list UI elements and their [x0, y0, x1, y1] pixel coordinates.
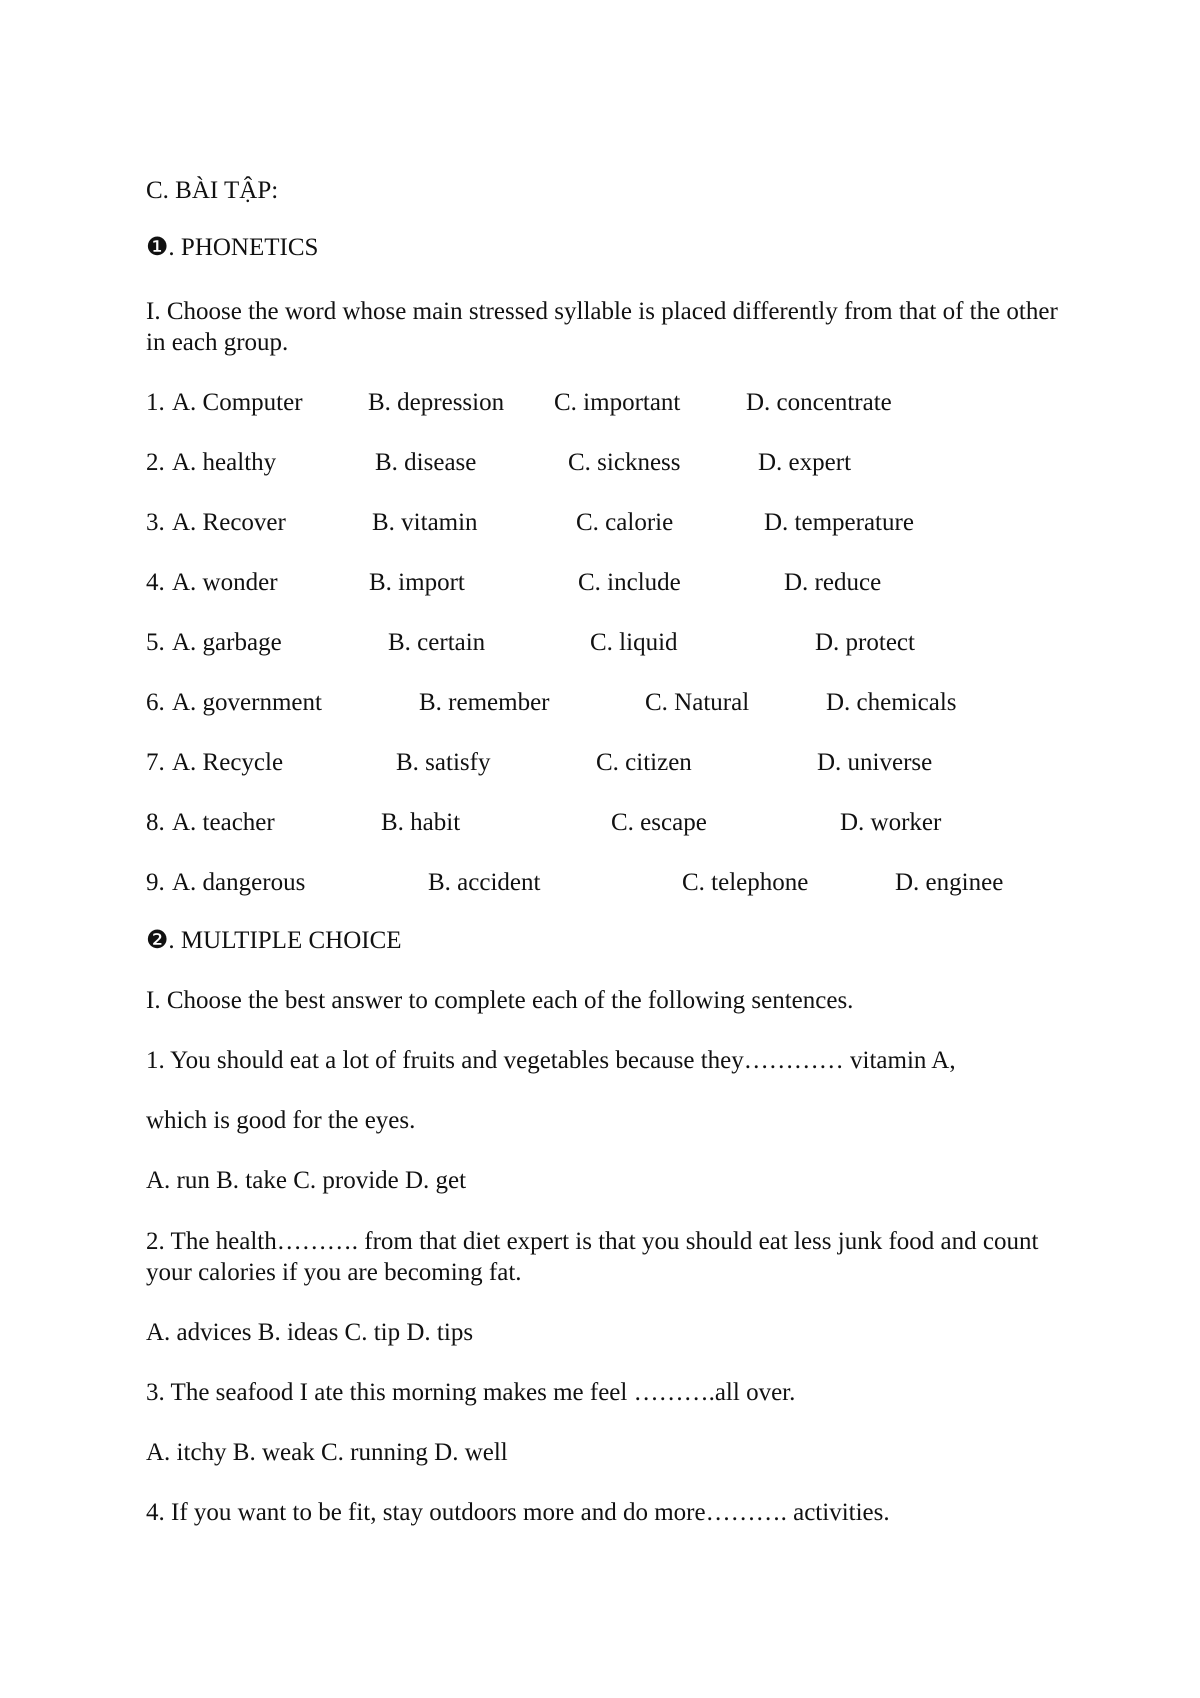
- mc-question-1-line-2: which is good for the eyes.: [146, 1107, 416, 1134]
- number-one-bullet-icon: ❶: [146, 234, 169, 261]
- option-c: C. sickness: [568, 449, 681, 476]
- option-b: B. satisfy: [396, 749, 491, 776]
- number-two-bullet-icon: ❷: [146, 927, 169, 954]
- option-d: D. worker: [840, 809, 942, 836]
- mc-question-3-options: A. itchy B. weak C. running D. well: [146, 1439, 508, 1466]
- option-c: C. escape: [611, 809, 707, 836]
- option-c: C. telephone: [682, 869, 809, 896]
- option-c: C. Natural: [645, 689, 750, 716]
- option-d: D. temperature: [764, 509, 914, 536]
- option-c: C. liquid: [590, 629, 678, 656]
- option-a: A. healthy: [172, 449, 277, 476]
- question-number: 8.: [146, 809, 165, 836]
- question-number: 9.: [146, 869, 165, 896]
- question-number: 2.: [146, 449, 165, 476]
- phonetics-heading-text: . PHONETICS: [168, 234, 319, 261]
- option-a: A. government: [172, 689, 322, 716]
- option-d: D. reduce: [784, 569, 882, 596]
- option-b: B. remember: [419, 689, 550, 716]
- phonetics-instruction: I. Choose the word whose main stressed syllable is placed differently from that of the other in each group.: [146, 298, 1058, 356]
- mc-question-4: 4. If you want to be fit, stay outdoors more and do more………. activities.: [146, 1499, 890, 1526]
- question-number: 3.: [146, 509, 165, 536]
- option-c: C. include: [578, 569, 681, 596]
- option-d: D. protect: [815, 629, 915, 656]
- option-d: D. chemicals: [826, 689, 957, 716]
- option-b: B. depression: [368, 389, 505, 416]
- option-a: A. wonder: [172, 569, 278, 596]
- multiple-choice-instruction: I. Choose the best answer to complete each of the following sentences.: [146, 987, 854, 1014]
- question-number: 6.: [146, 689, 165, 716]
- option-b: B. vitamin: [372, 509, 478, 536]
- option-a: A. garbage: [172, 629, 282, 656]
- option-a: A. Recycle: [172, 749, 284, 776]
- question-number: 4.: [146, 569, 165, 596]
- option-d: D. concentrate: [746, 389, 892, 416]
- question-number: 5.: [146, 629, 165, 656]
- option-d: D. expert: [758, 449, 852, 476]
- section-title: C. BÀI TẬP:: [146, 177, 279, 204]
- option-d: D. universe: [817, 749, 933, 776]
- option-a: A. dangerous: [172, 869, 306, 896]
- question-number: 1.: [146, 389, 165, 416]
- mc-question-2-options: A. advices B. ideas C. tip D. tips: [146, 1319, 474, 1346]
- option-b: B. disease: [375, 449, 477, 476]
- option-a: A. Recover: [172, 509, 286, 536]
- option-b: B. certain: [388, 629, 486, 656]
- option-a: A. Computer: [172, 389, 303, 416]
- option-d: D. enginee: [895, 869, 1004, 896]
- option-a: A. teacher: [172, 809, 275, 836]
- multiple-choice-heading-text: . MULTIPLE CHOICE: [168, 927, 402, 954]
- option-c: C. important: [554, 389, 681, 416]
- mc-question-1-line-1: 1. You should eat a lot of fruits and vegetables because they………… vitamin A,: [146, 1047, 956, 1074]
- option-b: B. import: [369, 569, 465, 596]
- mc-question-2: 2. The health………. from that diet expert is that you should eat less junk food and count your calories if you are becoming fat.: [146, 1228, 1039, 1286]
- phonetics-heading: [146, 233, 318, 263]
- option-b: B. habit: [381, 809, 461, 836]
- option-c: C. calorie: [576, 509, 674, 536]
- option-b: B. accident: [428, 869, 541, 896]
- mc-question-1-options: A. run B. take C. provide D. get: [146, 1167, 467, 1194]
- question-number: 7.: [146, 749, 165, 776]
- mc-question-3: 3. The seafood I ate this morning makes me feel ……….all over.: [146, 1379, 796, 1406]
- option-c: C. citizen: [596, 749, 692, 776]
- multiple-choice-heading: [146, 926, 402, 956]
